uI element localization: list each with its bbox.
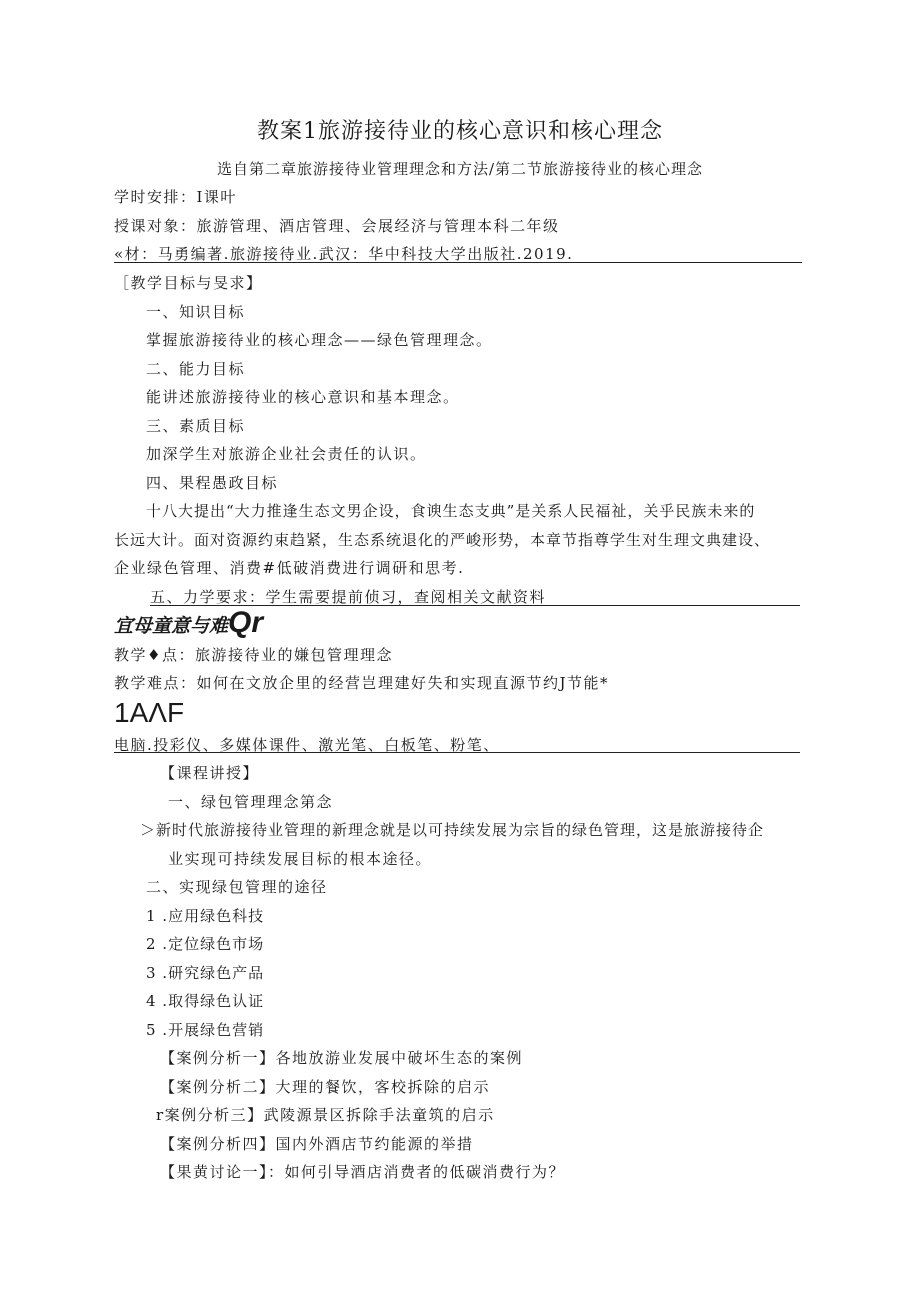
document-title: 教案1旅游接待业的核心意识和核心理念 — [257, 119, 663, 144]
quality-objective-heading: 三、素质目标 — [146, 417, 246, 435]
objectives-heading: ［教学目标与旻求】 — [114, 274, 263, 292]
ideology-paragraph-line-3: 企业绿色管理、消费#低破消费进行调研和思考. — [114, 559, 465, 577]
textbook-info: «材：马勇编著.旅游接待业.武汉：华中科技大学出版社.2019. — [114, 245, 574, 263]
part-2-heading: 二、实现绿包管理的途径 — [146, 878, 328, 896]
teaching-tools: 电脑.投彩仪、多媒体课件、激光笔、白板笔、粉笔、 — [114, 736, 500, 754]
knowledge-objective-heading: 一、知识目标 — [146, 303, 246, 321]
teaching-tools-underline — [114, 752, 800, 753]
case-analysis-item: r案例分析三】武陵源景区拆除手法童筑的启示 — [156, 1106, 495, 1124]
study-requirement: 五、力学要求：学生需要提前侦习，查阅相关文献资料 — [150, 588, 547, 606]
way-item: 3 .研究绿色产品 — [146, 964, 265, 982]
discussion-item: 【果黄讨论一】：如何引导酒店消费者的低碳消费行为？ — [160, 1163, 566, 1181]
case-analysis-item: 【案例分析二】大理的餐饮，客校拆除的启示 — [160, 1078, 491, 1096]
keypoints-heading-text: 宜母童意与难 — [114, 616, 229, 637]
case-analysis-item: 【案例分析四】国内外酒店节约能源的举措 — [160, 1135, 474, 1153]
way-item: 4 .取得绿色认证 — [146, 992, 265, 1010]
textbook-underline — [114, 262, 802, 263]
key-point: 教学♦点：旅游接待业的嫌包管理理念 — [114, 646, 393, 664]
part-1-text-line-2: 业实现可持续发展目标的根本途径。 — [168, 850, 433, 868]
part-1-text-line-1: ＞新时代旅游接待业管理的新理念就是以可持续发展为宗旨的绿色管理，这是旅游接待企 — [140, 821, 765, 839]
quality-objective-text: 加深学生对旅游企业社会责任的认识。 — [146, 445, 427, 463]
ideology-objective-heading: 四、果程愚政目标 — [146, 474, 279, 492]
teaching-tools-heading: 1AΛF — [114, 697, 185, 728]
teaching-audience: 授课对象：旅游管理、酒店管理、会展经济与管理本科二年级 — [114, 217, 560, 235]
teaching-difficulty: 教学难点：如何在文放企里的经营岂理建好失和实现直源节约J节能* — [114, 674, 610, 692]
way-item: 5 .开展绿色营销 — [146, 1021, 265, 1039]
knowledge-objective-text: 掌握旅游接待业的核心理念——绿色管理理念。 — [146, 331, 493, 349]
keypoints-heading — [114, 606, 264, 640]
lecture-heading: 【课程讲授】 — [160, 764, 260, 782]
ideology-paragraph-line-1: 十八大提出“大力推逢生态文男企设，食谀生态支典”是关系人民福祉，关乎民族未来的 — [146, 502, 756, 520]
ability-objective-text: 能讲述旅游接待业的核心意识和基本理念。 — [146, 388, 460, 406]
part-1-heading: 一、绿包管理理念第念 — [168, 793, 334, 811]
document-subtitle: 选自第二章旅游接待业管理理念和方法/第二节旅游接待业的核心理念 — [216, 160, 704, 178]
way-item: 1 .应用绿色科技 — [146, 907, 265, 925]
class-hours: 学时安排：I课叶 — [114, 188, 237, 206]
ability-objective-heading: 二、能力目标 — [146, 360, 246, 378]
keypoints-heading-suffix: Qr — [228, 606, 264, 639]
case-analysis-item: 【案例分析一】各地放游业发展中破坏生态的案例 — [160, 1049, 524, 1067]
ideology-paragraph-line-2: 长远大计。面对资源约束趋紧，生态系统退化的严峻形势，本章节指尊学生对生理文典建设、 — [114, 531, 771, 549]
way-item: 2 .定位绿色市场 — [146, 935, 265, 953]
